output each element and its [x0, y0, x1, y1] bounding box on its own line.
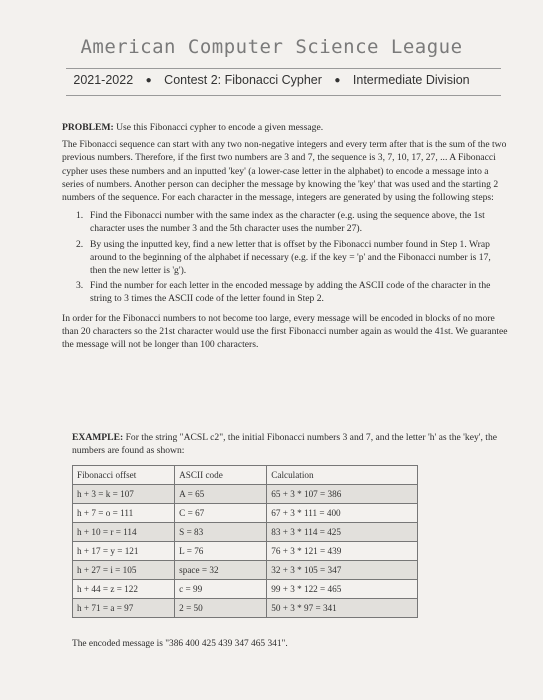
page-title: American Computer Science League: [80, 36, 463, 58]
example-table: [72, 465, 418, 618]
header-divider-bottom: [66, 95, 501, 96]
encoded-message: The encoded message is "386 400 425 439 347 465 341".: [72, 639, 288, 649]
step-item: 2. By using the inputted key, find a new letter that is offset by the Fibonacci number found in Step 1. Wrap around to the beginning of the alphabet if necessary (e.g. if the key = 'p' and the Fibonacci number is 17, then the new letter is 'g').: [76, 238, 491, 277]
step-item: 3. Find the number for each letter in the encoded message by adding the ASCII code of the character in the string to 3 times the ASCII code of the letter found in Step 2.: [76, 280, 491, 305]
column-header: Fibonacci offset: [73, 466, 175, 485]
problem-intro: [62, 121, 509, 134]
table-header-row: [73, 466, 418, 485]
column-header: Calculation: [267, 466, 418, 485]
problem-intro-text: Use this Fibonacci cypher to encode a given message.: [116, 122, 324, 133]
step-item: 1. Find the Fibonacci number with the same index as the character (e.g. using the sequence above, the 1st character uses the number 3 and the 5th character uses the number 27).: [76, 210, 485, 235]
example-text: For the string "ACSL c2", the initial Fibonacci numbers 3 and 7, and the letter 'h' as the 'key', the numbers are found as shown:: [72, 432, 497, 456]
table-row: h + 10 = r = 114 S = 83 83 + 3 * 114 = 425: [73, 523, 418, 542]
contest-subtitle: [0, 73, 543, 87]
division-name: Intermediate Division: [352, 73, 470, 87]
table-row: h + 17 = y = 121 L = 76 76 + 3 * 121 = 439: [73, 542, 418, 561]
problem-label: PROBLEM:: [62, 122, 114, 133]
contest-name: Contest 2: Fibonacci Cypher: [164, 73, 322, 87]
problem-paragraph: The Fibonacci sequence can start with any two non-negative integers and every term after that is the sum of the two previous numbers. Therefore, if the first two numbers are 3 and 7, the sequence is 3, 7, 10, 17, 27, ... A Fibonacci cypher uses these numbers and an inputted 'key' (a lower-case letter in the alphabet) to encode a message into a series of numbers. Another person can decipher the message by knowing the 'key' that was used and the starting 2 numbers of the sequence. For each character in the message, integers are generated by using the following steps:: [62, 139, 507, 204]
table-row: h + 7 = o = 111 C = 67 67 + 3 * 111 = 400: [73, 504, 418, 523]
column-header: ASCII code: [175, 466, 267, 485]
problem-section: [62, 121, 509, 355]
block-note: In order for the Fibonacci numbers to not become too large, every message will be encoded in blocks of no more than 20 characters so the 21st character would use the first Fibonacci number again as would the 41st. We guarantee the message will not be longer than 100 characters.: [62, 312, 508, 351]
example-section: [72, 431, 502, 457]
table-row: h + 44 = z = 122 c = 99 99 + 3 * 122 = 465: [73, 580, 418, 599]
example-label: EXAMPLE:: [72, 432, 124, 443]
table-row: h + 71 = a = 97 2 = 50 50 + 3 * 97 = 341: [73, 599, 418, 618]
steps-list: [62, 209, 509, 305]
table-row: h + 27 = i = 105 space = 32 32 + 3 * 105 = 347: [73, 561, 418, 580]
contest-year: 2021-2022: [73, 73, 134, 87]
table-row: h + 3 = k = 107 A = 65 65 + 3 * 107 = 386: [73, 485, 418, 504]
bullet-dot: ●: [145, 75, 152, 86]
bullet-dot: ●: [334, 75, 341, 86]
header-divider-top: [66, 68, 501, 69]
